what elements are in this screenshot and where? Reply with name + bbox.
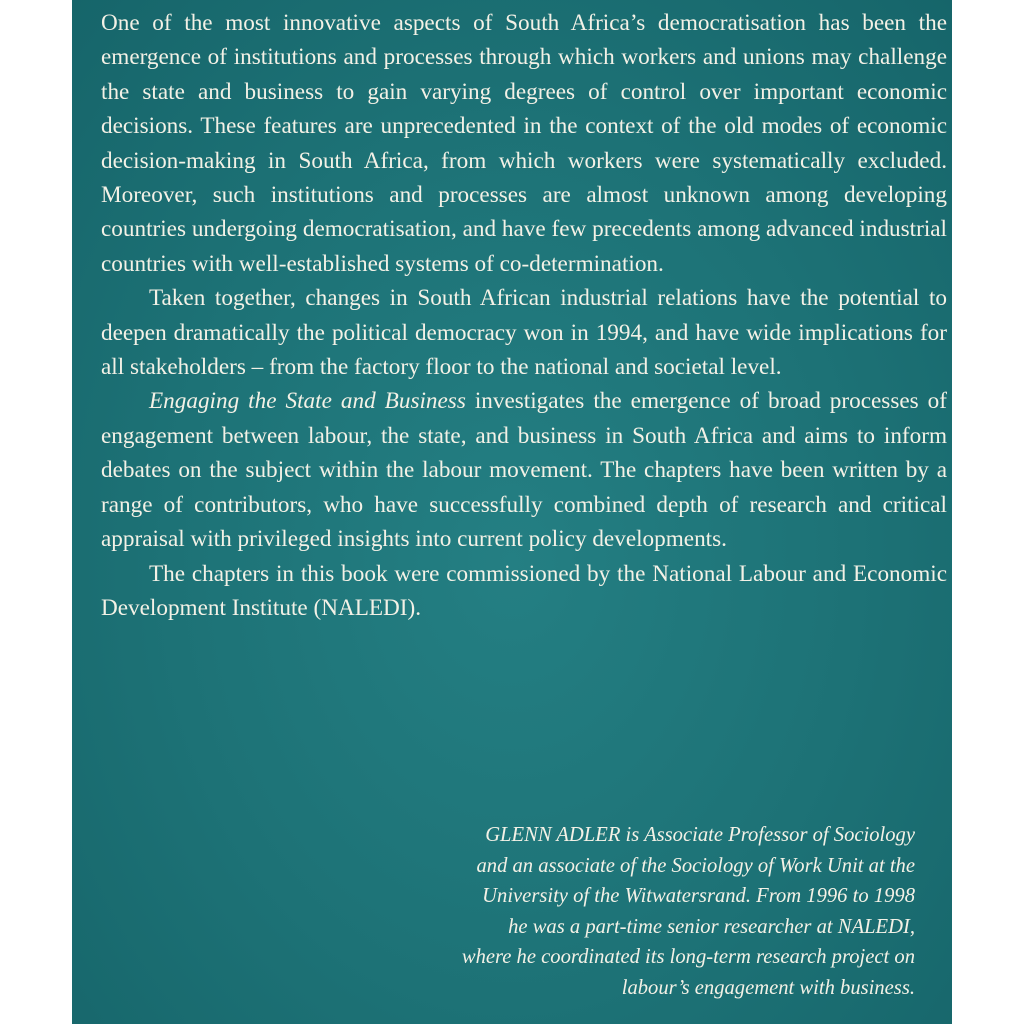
blurb-paragraph-4: The chapters in this book were commissioned by the National Labour and Economic Development Institute (NALEDI). xyxy=(101,560,947,621)
author-bio-line: University of the Witwatersrand. From 1996 to 1998 xyxy=(482,885,915,908)
blurb-paragraph-3 xyxy=(101,384,947,556)
author-bio-line: he was a part-time senior researcher at NALEDI, xyxy=(508,915,915,938)
author-bio-line: labour’s engagement with business. xyxy=(621,976,915,999)
author-bio-line: and an associate of the Sociology of Work Unit at the xyxy=(476,854,915,877)
blurb-text xyxy=(101,6,947,625)
blurb-paragraph-1: One of the most innovative aspects of South Africa’s democratisation has been the emergence of institutions and processes through which workers and unions may challenge the state and business to gain varying degrees of control over important economic decisions. These features are unprecedented in the context of the old modes of economic decision-making in South Africa, from which workers were systematically excluded. Moreover, such institutions and processes are almost unknown among developing countries undergoing democratisation, and have few precedents among advanced industrial countries with well-established systems of co-determination. xyxy=(101,10,947,277)
author-bio-line: where he coordinated its long-term research project on xyxy=(461,946,915,969)
blurb-paragraph-3-text: investigates the emergence of broad processes of engagement between labour, the state, and business in South Africa and aims to inform debates on the subject within the labour movement. The chapters have been written by a range of contributors, who have successfully combined depth of research and critical appraisal with privileged insights into current policy developments. xyxy=(101,388,947,553)
author-bio xyxy=(395,820,915,1004)
author-bio-line: GLENN ADLER is Associate Professor of Sociology xyxy=(485,824,915,846)
blurb-paragraph-2: Taken together, changes in South African industrial relations have the potential to deepen dramatically the political democracy won in 1994, and have wide implications for all stakeholders – from the factory floor to the national and societal level. xyxy=(101,285,947,381)
book-title: Engaging the State and Business xyxy=(149,388,466,415)
back-cover-panel xyxy=(72,0,952,1024)
